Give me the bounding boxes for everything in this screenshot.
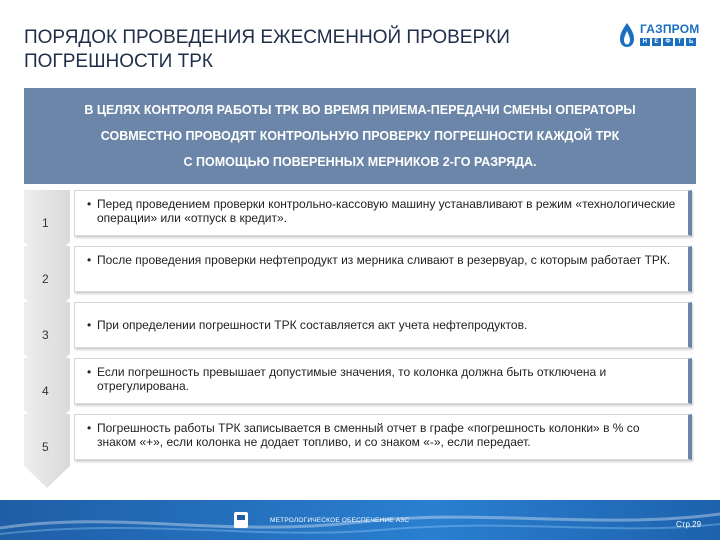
step-item xyxy=(24,302,696,354)
step-item xyxy=(24,414,696,466)
step-item xyxy=(24,190,696,242)
step-item xyxy=(24,358,696,410)
bullet-icon: • xyxy=(87,253,92,267)
page-number: Стр.29 xyxy=(676,520,702,529)
step-number: 3 xyxy=(42,328,49,342)
logo-letter: Т xyxy=(675,38,685,46)
logo-letter: Н xyxy=(640,38,650,46)
page-title-line1: ПОРЯДОК ПРОВЕДЕНИЯ ЕЖЕСМЕННОЙ ПРОВЕРКИ xyxy=(24,27,510,48)
step-number: 2 xyxy=(42,272,49,286)
step-text: Погрешность работы ТРК записывается в сменный отчет в графе «погрешность колонки» в % со знаком «+», если колонка не додает топливо, и со знаком «-», если передает. xyxy=(97,421,640,449)
step-text: Перед проведением проверки контрольно-кассовую машину устанавливают в режим «технологические операции» или «отпуск в кредит». xyxy=(97,197,676,225)
logo-subtitle xyxy=(640,38,696,46)
bullet-icon: • xyxy=(87,365,92,379)
step-card xyxy=(74,414,692,460)
page-title xyxy=(24,26,584,74)
banner-line1: В ЦЕЛЯХ КОНТРОЛЯ РАБОТЫ ТРК ВО ВРЕМЯ ПРИЕМА-ПЕРЕДАЧИ СМЕНЫ ОПЕРАТОРЫ xyxy=(84,103,636,117)
bullet-icon: • xyxy=(87,197,92,211)
flame-icon xyxy=(618,22,636,48)
step-item xyxy=(24,246,696,298)
step-text: При определении погрешности ТРК составляется акт учета нефтепродуктов. xyxy=(97,318,528,332)
bullet-icon: • xyxy=(87,421,92,435)
logo-letter: Ф xyxy=(663,38,673,46)
fuel-pump-icon xyxy=(234,512,248,528)
gazprom-logo xyxy=(618,20,700,50)
step-text: После проведения проверки нефтепродукт из мерника сливают в резервуар, с которым работает ТРК. xyxy=(97,253,671,267)
step-card xyxy=(74,358,692,404)
intro-banner xyxy=(24,88,696,184)
step-card xyxy=(74,246,692,292)
step-card xyxy=(74,190,692,236)
footer-caption: МЕТРОЛОГИЧЕСКОЕ ОБЕСПЕЧЕНИЕ АЗС xyxy=(270,517,410,524)
bullet-icon: • xyxy=(87,318,92,332)
steps-list xyxy=(24,190,696,462)
step-text: Если погрешность превышает допустимые значения, то колонка должна быть отключена и отрегулирована. xyxy=(97,365,607,393)
banner-line3: С ПОМОЩЬЮ ПОВЕРЕННЫХ МЕРНИКОВ 2-ГО РАЗРЯДА. xyxy=(183,155,537,169)
page-title-line2: ПОГРЕШНОСТИ ТРК xyxy=(24,51,213,72)
step-number: 4 xyxy=(42,384,49,398)
step-card xyxy=(74,302,692,348)
banner-line2: СОВМЕСТНО ПРОВОДЯТ КОНТРОЛЬНУЮ ПРОВЕРКУ ПОГРЕШНОСТИ КАЖДОЙ ТРК xyxy=(100,129,620,143)
logo-letter: Ь xyxy=(686,38,696,46)
step-number: 1 xyxy=(42,216,49,230)
logo-letter: Е xyxy=(652,38,662,46)
logo-wordmark: ГАЗПРОМ xyxy=(640,22,700,36)
footer-bar xyxy=(0,500,720,540)
step-number: 5 xyxy=(42,440,49,454)
